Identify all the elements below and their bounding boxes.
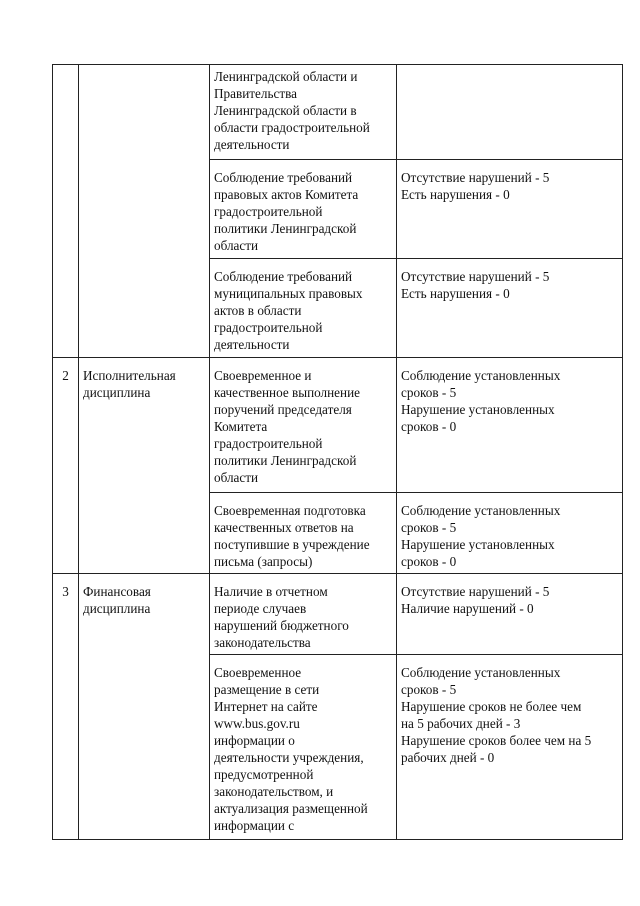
score-line: Отсутствие нарушений - 5 [401,170,550,185]
score-line: Нарушение сроков более чем на 5 [401,733,592,748]
indicator-line: градостроительной [214,320,323,335]
indicator-line: законодательством, и [214,784,334,799]
indicator-line: области [214,470,259,485]
indicator-line: Ленинградской области в [214,103,357,118]
table-row [53,574,623,655]
indicator-line: законодательства [214,635,311,650]
score-cell [397,65,623,160]
indicator-line: нарушений бюджетного [214,618,349,633]
indicator-line: деятельности [214,137,290,152]
indicator-cell [210,65,397,160]
score-cell [397,160,623,259]
score-line: Соблюдение установленных [401,503,561,518]
indicator-cell [210,259,397,358]
indicator-line: размещение в сети [214,682,320,697]
indicator-line: Соблюдение требований [214,170,353,185]
table-row [53,65,623,160]
indicator-line: качественных ответов на [214,520,354,535]
score-line: на 5 рабочих дней - 3 [401,716,521,731]
score-line: сроков - 5 [401,682,457,697]
score-line: Нарушение установленных [401,402,555,417]
indicator-line: градостроительной [214,436,323,451]
score-line: Наличие нарушений - 0 [401,601,534,616]
criterion-name-cell [79,574,210,840]
indicator-line: деятельности [214,337,290,352]
indicator-line: письма (запросы) [214,554,313,569]
score-line: Отсутствие нарушений - 5 [401,584,550,599]
indicator-line: поручений председателя [214,402,352,417]
score-cell [397,358,623,493]
indicator-cell [210,160,397,259]
score-cell [397,493,623,574]
indicator-line: качественное выполнение [214,385,361,400]
criterion-name-cell [79,358,210,574]
score-line: Нарушение установленных [401,537,555,552]
indicator-line: информации о [214,733,295,748]
score-line: сроков - 5 [401,520,457,535]
criterion-name-line: Исполнительная [83,368,176,383]
indicator-line: Правительства [214,86,297,101]
score-line: Есть нарушения - 0 [401,286,510,301]
indicator-line: Своевременное [214,665,302,680]
indicator-line: Своевременное и [214,368,312,383]
indicator-line: Своевременная подготовка [214,503,366,518]
score-line: сроков - 0 [401,554,457,569]
score-line: Отсутствие нарушений - 5 [401,269,550,284]
indicator-line: поступившие в учреждение [214,537,370,552]
indicator-line: www.bus.gov.ru [214,716,300,731]
criterion-name-line: дисциплина [83,601,151,616]
indicator-line: Комитета [214,419,268,434]
indicator-line: Интернет на сайте [214,699,318,714]
indicator-cell [210,493,397,574]
indicator-line: градостроительной [214,204,323,219]
indicator-line: муниципальных правовых [214,286,363,301]
indicator-line: области [214,238,259,253]
indicator-line: политики Ленинградской [214,221,357,236]
score-line: Соблюдение установленных [401,368,561,383]
indicator-line: области градостроительной [214,120,370,135]
indicator-cell [210,574,397,655]
criteria-table [52,64,623,840]
score-line: Нарушение сроков не более чем [401,699,582,714]
indicator-line: информации с [214,818,295,833]
row-number-cell: 2 [53,358,79,574]
score-line: Соблюдение установленных [401,665,561,680]
indicator-line: деятельности учреждения, [214,750,364,765]
indicator-line: актов в области [214,303,302,318]
score-line: сроков - 0 [401,419,457,434]
criterion-name-cell [79,65,210,358]
row-number-cell [53,65,79,358]
indicator-line: политики Ленинградской [214,453,357,468]
table-row [53,358,623,493]
indicator-line: правовых актов Комитета [214,187,359,202]
indicator-cell [210,655,397,840]
criterion-name-line: Финансовая [83,584,151,599]
row-number-cell: 3 [53,574,79,840]
score-cell [397,574,623,655]
score-line: сроков - 5 [401,385,457,400]
score-line: рабочих дней - 0 [401,750,495,765]
indicator-line: Наличие в отчетном [214,584,328,599]
indicator-line: периоде случаев [214,601,307,616]
indicator-line: Ленинградской области и [214,69,358,84]
indicator-line: предусмотренной [214,767,314,782]
indicator-line: Соблюдение требований [214,269,353,284]
score-cell [397,259,623,358]
criterion-name-line: дисциплина [83,385,151,400]
indicator-cell [210,358,397,493]
score-line: Есть нарушения - 0 [401,187,510,202]
indicator-line: актуализация размещенной [214,801,368,816]
score-cell [397,655,623,840]
